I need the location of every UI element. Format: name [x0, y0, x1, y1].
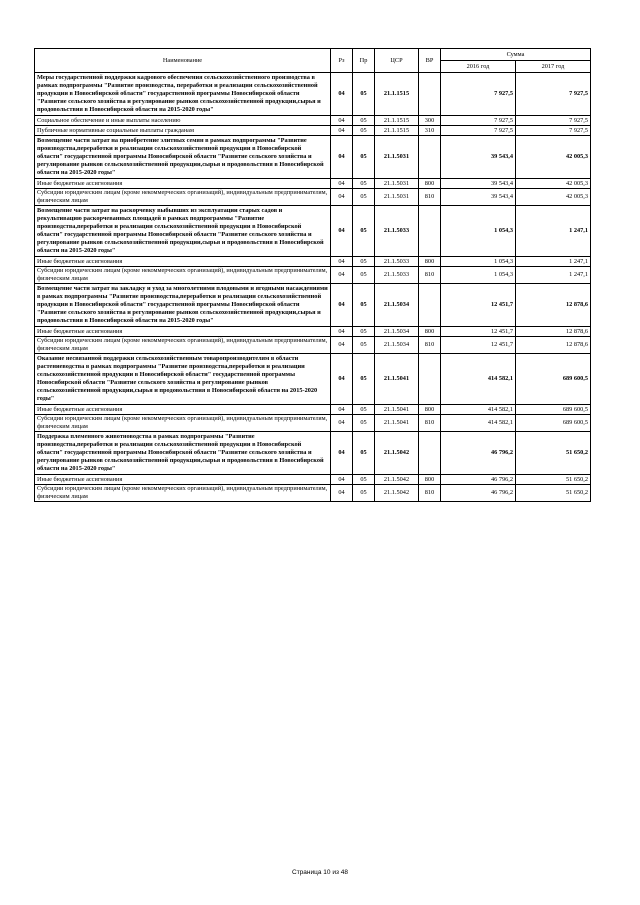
- cell-pr: 05: [353, 415, 375, 432]
- table-row-detail: [35, 485, 591, 502]
- cell-rz: 04: [331, 73, 353, 116]
- cell-name: Субсидии юридическим лицам (кроме некоммерческих организаций), индивидуальным предпринимателям, физическим лицам: [35, 267, 331, 284]
- cell-name: Возмещение части затрат на закладку и уход за многолетними плодовыми и ягодными насаждениями в рамках подпрограммы "Развитие производства,переработки и реализации сельскохозяйственной продукции в Новосибирской области" государственной программы Новосибирской области "Развитие сельского хозяйства и регулирование рынков сельскохозяйственной продукции,сырья и продовольствия в Новосибирской области на 2015-2020 годы": [35, 284, 331, 327]
- cell-rz: 04: [331, 405, 353, 415]
- cell-pr: 05: [353, 354, 375, 405]
- cell-rz: 04: [331, 415, 353, 432]
- cell-name: Субсидии юридическим лицам (кроме некоммерческих организаций), индивидуальным предпринимателям, физическим лицам: [35, 189, 331, 206]
- cell-vr: 800: [419, 475, 441, 485]
- cell-vr: 810: [419, 189, 441, 206]
- cell-csr: 21.1.5042: [375, 432, 419, 475]
- cell-csr: 21.1.1515: [375, 73, 419, 116]
- cell-vr: [419, 206, 441, 257]
- table-row-detail: [35, 327, 591, 337]
- table-row-program: [35, 284, 591, 327]
- cell-name: Иные бюджетные ассигнования: [35, 327, 331, 337]
- cell-y2016: 414 582,1: [441, 354, 516, 405]
- cell-csr: 21.1.5034: [375, 284, 419, 327]
- cell-pr: 05: [353, 179, 375, 189]
- cell-name: Публичные нормативные социальные выплаты гражданам: [35, 126, 331, 136]
- cell-csr: 21.1.5042: [375, 485, 419, 502]
- cell-y2017: 7 927,5: [516, 116, 591, 126]
- cell-vr: 810: [419, 267, 441, 284]
- cell-y2017: 1 247,1: [516, 257, 591, 267]
- cell-vr: 300: [419, 116, 441, 126]
- cell-y2016: 414 582,1: [441, 415, 516, 432]
- cell-y2017: 42 005,3: [516, 179, 591, 189]
- cell-vr: 800: [419, 257, 441, 267]
- cell-csr: 21.1.1515: [375, 126, 419, 136]
- cell-name: Иные бюджетные ассигнования: [35, 405, 331, 415]
- table-row-detail: [35, 475, 591, 485]
- cell-name: Меры государственной поддержки кадрового обеспечения сельскохозяйственного производства в рамках подпрограммы "Развитие производства, переработки и реализации сельскохозяйственной продукции в Новосибирской области" государственной программы Новосибирской области "Развитие сельского хозяйства и регулирование рынков сельскохозяйственной продукции,сырья и продовольствия в Новосибирской области на 2015-2020 годы": [35, 73, 331, 116]
- cell-rz: 04: [331, 206, 353, 257]
- cell-vr: [419, 136, 441, 179]
- cell-pr: 05: [353, 405, 375, 415]
- table-row-program: [35, 206, 591, 257]
- cell-y2017: 689 600,5: [516, 354, 591, 405]
- cell-csr: 21.1.5034: [375, 327, 419, 337]
- cell-pr: 05: [353, 73, 375, 116]
- cell-vr: 800: [419, 405, 441, 415]
- cell-csr: 21.1.5041: [375, 405, 419, 415]
- cell-rz: 04: [331, 485, 353, 502]
- table-body: [35, 73, 591, 502]
- cell-y2016: 7 927,5: [441, 126, 516, 136]
- cell-pr: 05: [353, 485, 375, 502]
- cell-vr: 800: [419, 179, 441, 189]
- cell-csr: 21.1.5031: [375, 189, 419, 206]
- cell-y2016: 39 543,4: [441, 136, 516, 179]
- cell-pr: 05: [353, 116, 375, 126]
- cell-csr: 21.1.5033: [375, 267, 419, 284]
- cell-name: Субсидии юридическим лицам (кроме некоммерческих организаций), индивидуальным предпринимателям, физическим лицам: [35, 485, 331, 502]
- cell-y2017: 51 650,2: [516, 432, 591, 475]
- table-row-program: [35, 432, 591, 475]
- cell-y2017: 51 650,2: [516, 485, 591, 502]
- header-year-2016: 2016 год: [441, 61, 516, 73]
- cell-pr: 05: [353, 206, 375, 257]
- cell-name: Иные бюджетные ассигнования: [35, 475, 331, 485]
- cell-y2016: 46 796,2: [441, 432, 516, 475]
- table-row-detail: [35, 337, 591, 354]
- cell-csr: 21.1.5041: [375, 354, 419, 405]
- cell-csr: 21.1.5031: [375, 179, 419, 189]
- cell-name: Поддержка племенного животноводства в рамках подпрограммы "Развитие производства,переработки и реализации сельскохозяйственной продукции в Новосибирской области" государственной программы Новосибирской области "Развитие сельского хозяйства и регулирование рынков сельскохозяйственной продукции,сырья и продовольствия в Новосибирской области на 2015-2020 годы": [35, 432, 331, 475]
- cell-rz: 04: [331, 267, 353, 284]
- cell-pr: 05: [353, 475, 375, 485]
- cell-rz: 04: [331, 126, 353, 136]
- cell-y2016: 1 054,3: [441, 257, 516, 267]
- cell-y2017: 12 878,6: [516, 337, 591, 354]
- cell-y2016: 1 054,3: [441, 267, 516, 284]
- cell-y2017: 7 927,5: [516, 126, 591, 136]
- table-row-detail: [35, 257, 591, 267]
- table-row-detail: [35, 126, 591, 136]
- cell-rz: 04: [331, 475, 353, 485]
- cell-y2016: 12 451,7: [441, 327, 516, 337]
- cell-vr: [419, 284, 441, 327]
- cell-name: Возмещение части затрат на раскорчевку выбывших из эксплуатации старых садов и рекультивацию раскорчеванных площадей в рамках подпрограммы "Развитие производства,переработки и реализации сельскохозяйственной продукции в Новосибирской области" государственной программы Новосибирской области "Развитие сельского хозяйства и регулирование рынков сельскохозяйственной продукции,сырья и продовольствия в Новосибирской области на 2015-2020 годы": [35, 206, 331, 257]
- cell-vr: 810: [419, 415, 441, 432]
- table-row-detail: [35, 405, 591, 415]
- cell-name: Субсидии юридическим лицам (кроме некоммерческих организаций), индивидуальным предпринимателям, физическим лицам: [35, 415, 331, 432]
- cell-pr: 05: [353, 189, 375, 206]
- cell-y2017: 42 005,3: [516, 189, 591, 206]
- cell-y2016: 12 451,7: [441, 337, 516, 354]
- page-number: Страница 10 из 48: [292, 869, 348, 876]
- cell-y2016: 39 543,4: [441, 189, 516, 206]
- cell-y2017: 1 247,1: [516, 206, 591, 257]
- cell-csr: 21.1.5041: [375, 415, 419, 432]
- cell-y2016: 46 796,2: [441, 485, 516, 502]
- table-row-program: [35, 73, 591, 116]
- cell-y2016: 46 796,2: [441, 475, 516, 485]
- cell-y2016: 7 927,5: [441, 73, 516, 116]
- header-rz: Рз: [331, 49, 353, 73]
- cell-rz: 04: [331, 257, 353, 267]
- cell-csr: 21.1.5033: [375, 257, 419, 267]
- header-year-2017: 2017 год: [516, 61, 591, 73]
- cell-rz: 04: [331, 284, 353, 327]
- table-row-detail: [35, 267, 591, 284]
- cell-pr: 05: [353, 257, 375, 267]
- cell-csr: 21.1.1515: [375, 116, 419, 126]
- table-row-detail: [35, 179, 591, 189]
- cell-rz: 04: [331, 189, 353, 206]
- cell-y2017: 689 600,5: [516, 405, 591, 415]
- table-row-detail: [35, 189, 591, 206]
- cell-name: Социальное обеспечение и иные выплаты населению: [35, 116, 331, 126]
- cell-y2016: 12 451,7: [441, 284, 516, 327]
- cell-pr: 05: [353, 284, 375, 327]
- cell-vr: [419, 432, 441, 475]
- cell-y2017: 42 005,3: [516, 136, 591, 179]
- cell-pr: 05: [353, 267, 375, 284]
- cell-rz: 04: [331, 432, 353, 475]
- table-row-program: [35, 354, 591, 405]
- cell-y2017: 12 878,6: [516, 327, 591, 337]
- cell-y2016: 7 927,5: [441, 116, 516, 126]
- cell-name: Возмещение части затрат на приобретение элитных семян в рамках подпрограммы "Развитие производства,переработки и реализации сельскохозяйственной продукции в Новосибирской области" государственной программы Новосибирской области "Развитие сельского хозяйства и регулирование рынков сельскохозяйственной продукции,сырья и продовольствия в Новосибирской области на 2015-2020 годы": [35, 136, 331, 179]
- cell-y2016: 1 054,3: [441, 206, 516, 257]
- cell-name: Иные бюджетные ассигнования: [35, 257, 331, 267]
- table-row-detail: [35, 116, 591, 126]
- cell-y2016: 414 582,1: [441, 405, 516, 415]
- cell-vr: [419, 354, 441, 405]
- cell-name: Оказание несвязанной поддержки сельскохозяйственным товаропроизводителям в области растениеводства в рамках подпрограммы "Развитие производства,переработки и реализации сельскохозяйственной продукции в Новосибирской области" государственной программы Новосибирской области "Развитие сельского хозяйства и регулирование рынков сельскохозяйственной продукции,сырья и продовольствия в Новосибирской области на 2015-2020 годы": [35, 354, 331, 405]
- cell-vr: 810: [419, 485, 441, 502]
- cell-csr: 21.1.5031: [375, 136, 419, 179]
- cell-rz: 04: [331, 327, 353, 337]
- cell-vr: 800: [419, 327, 441, 337]
- cell-y2017: 51 650,2: [516, 475, 591, 485]
- cell-vr: 810: [419, 337, 441, 354]
- cell-y2017: 689 600,5: [516, 415, 591, 432]
- cell-y2016: 39 543,4: [441, 179, 516, 189]
- budget-table: [34, 48, 591, 502]
- header-sum: Сумма: [441, 49, 591, 61]
- header-vr: ВР: [419, 49, 441, 73]
- cell-y2017: 1 247,1: [516, 267, 591, 284]
- cell-name: Субсидии юридическим лицам (кроме некоммерческих организаций), индивидуальным предпринимателям, физическим лицам: [35, 337, 331, 354]
- cell-pr: 05: [353, 136, 375, 179]
- cell-pr: 05: [353, 327, 375, 337]
- header-csr: ЦСР: [375, 49, 419, 73]
- table-row-detail: [35, 415, 591, 432]
- cell-csr: 21.1.5034: [375, 337, 419, 354]
- cell-rz: 04: [331, 179, 353, 189]
- header-name: Наименование: [35, 49, 331, 73]
- cell-pr: 05: [353, 126, 375, 136]
- cell-rz: 04: [331, 337, 353, 354]
- cell-rz: 04: [331, 136, 353, 179]
- cell-vr: [419, 73, 441, 116]
- header-pr: Пр: [353, 49, 375, 73]
- cell-name: Иные бюджетные ассигнования: [35, 179, 331, 189]
- cell-rz: 04: [331, 354, 353, 405]
- cell-pr: 05: [353, 432, 375, 475]
- cell-pr: 05: [353, 337, 375, 354]
- table-row-program: [35, 136, 591, 179]
- cell-y2017: 12 878,6: [516, 284, 591, 327]
- cell-rz: 04: [331, 116, 353, 126]
- cell-y2017: 7 927,5: [516, 73, 591, 116]
- cell-csr: 21.1.5033: [375, 206, 419, 257]
- cell-vr: 310: [419, 126, 441, 136]
- cell-csr: 21.1.5042: [375, 475, 419, 485]
